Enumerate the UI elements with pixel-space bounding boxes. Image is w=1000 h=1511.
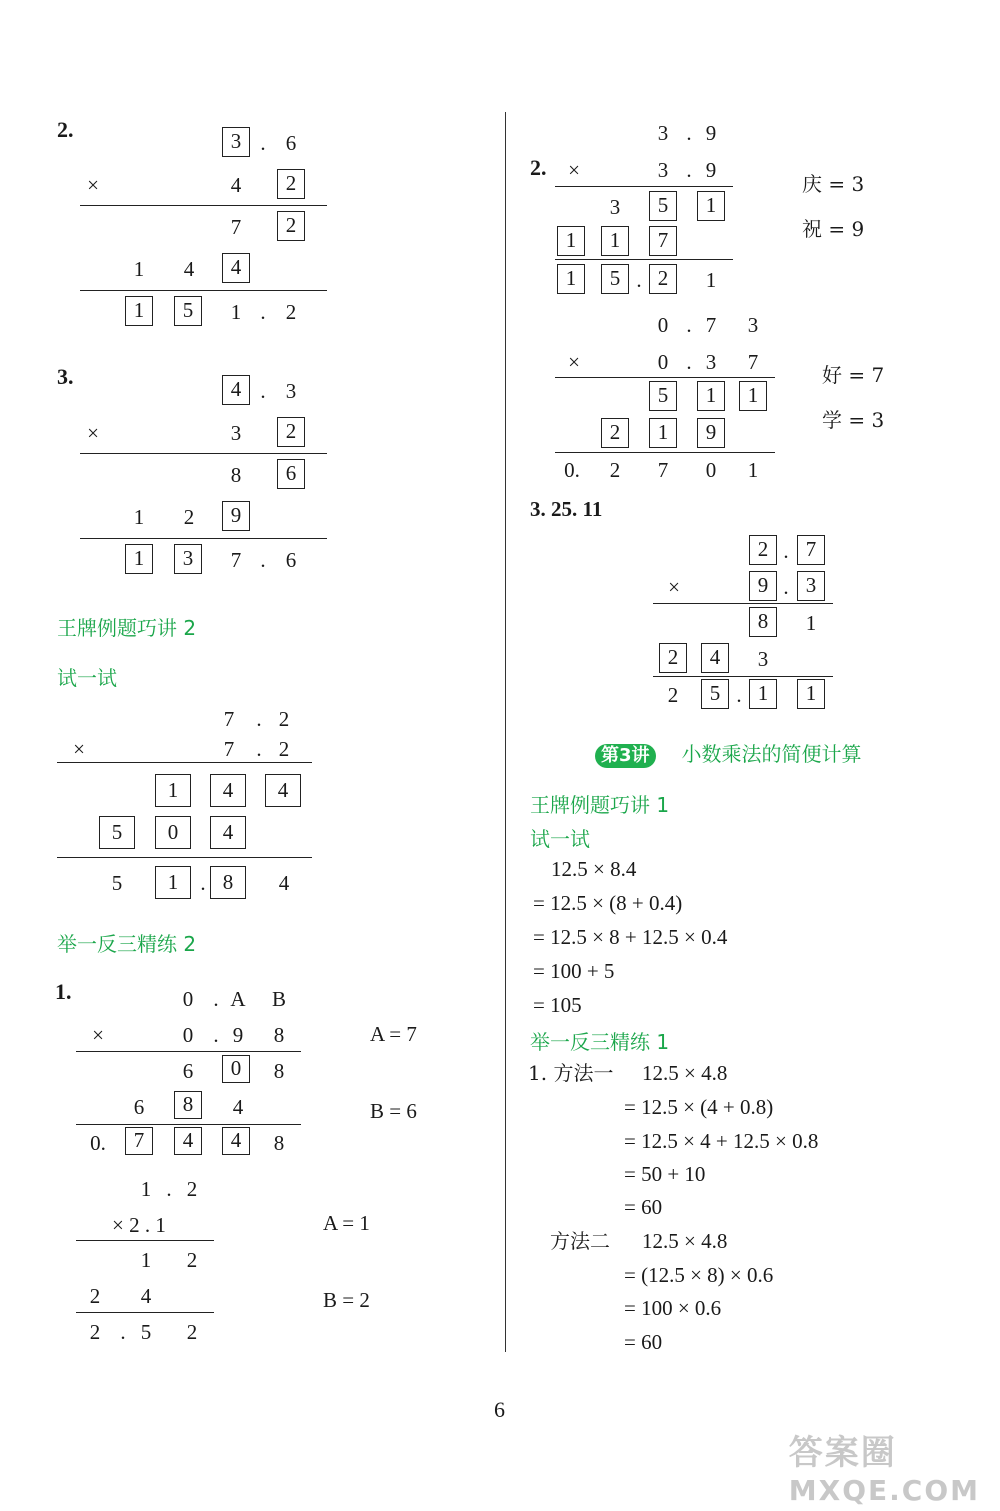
digit: 8 [273, 1131, 285, 1155]
multiply-sign: × [568, 158, 580, 182]
rule [80, 205, 327, 206]
digit: 6 [285, 131, 297, 155]
digit: 2 [667, 683, 679, 707]
digit: 7 [747, 350, 759, 374]
digit: 5 [111, 871, 123, 895]
digit: 4 [140, 1284, 152, 1308]
digit: 2 [609, 458, 621, 482]
answer-box: 7 [649, 226, 677, 256]
problem-3-number: 3. [57, 364, 74, 389]
answer-box: 3 [174, 544, 202, 574]
method-2-label: 方法二 [550, 1229, 610, 1253]
digit: . [260, 131, 266, 155]
digit: . [260, 300, 266, 324]
rule [555, 186, 733, 187]
digit: 1 [705, 268, 717, 292]
answer-box: 0 [155, 816, 191, 849]
method-1-label: 1. 方法一 [528, 1061, 614, 1085]
rule [57, 857, 312, 858]
digit: . [686, 158, 692, 182]
answer-box: 1 [697, 381, 725, 411]
rule [555, 377, 775, 378]
answer-box: 0 [222, 1055, 250, 1083]
digit: 8 [230, 463, 242, 487]
try-it-heading: 试一试 [530, 827, 590, 851]
digit: 9 [705, 158, 717, 182]
lesson-header [595, 738, 862, 768]
answer-box: 5 [649, 381, 677, 411]
digit: 8 [273, 1023, 285, 1047]
multiply-sign: × [668, 575, 680, 599]
answer-box: 8 [749, 607, 777, 637]
try-it-heading: 试一试 [57, 666, 117, 690]
watermark-logo [789, 1425, 980, 1507]
digit: A [230, 987, 246, 1011]
answer-box: 2 [277, 417, 305, 447]
answer-box: 4 [222, 1127, 250, 1155]
calc-line: = 12.5 × (8 + 0.4) [533, 891, 683, 915]
lesson-badge: 第3讲 [595, 744, 656, 768]
calc-line: 12.5 × 8.4 [551, 857, 637, 881]
answer-box: 5 [174, 296, 202, 326]
digit: 3 [609, 195, 621, 219]
digit: 8 [273, 1059, 285, 1083]
calc-line: = 12.5 × (4 + 0.8) [624, 1095, 774, 1119]
digit: 0 [705, 458, 717, 482]
answer-box: 4 [174, 1127, 202, 1155]
problem-3-label: 3. 25. 11 [530, 497, 603, 521]
answer-box: 2 [277, 169, 305, 199]
multiply-sign: × [87, 421, 99, 445]
answer-box: 4 [222, 253, 250, 283]
digit: 7 [223, 737, 235, 761]
digit: 0 [182, 987, 194, 1011]
answer-box: 2 [601, 418, 629, 448]
answer-box: 1 [749, 679, 777, 709]
answer-box: 5 [701, 679, 729, 709]
digit: 6 [182, 1059, 194, 1083]
digit: . [686, 121, 692, 145]
answer-box: 1 [557, 264, 585, 294]
answer-box: 7 [125, 1127, 153, 1155]
answer-box: 3 [222, 127, 250, 157]
digit: 7 [705, 313, 717, 337]
digit: 2 [186, 1177, 198, 1201]
calc-line: = 50 + 10 [624, 1162, 706, 1186]
answer-box: 5 [99, 816, 135, 849]
rule [80, 538, 327, 539]
answer-box: 4 [701, 643, 729, 673]
calc-line: = 100 × 0.6 [624, 1296, 722, 1320]
answer-box: 3 [797, 571, 825, 601]
digit: 2 [186, 1248, 198, 1272]
rule [76, 1051, 301, 1052]
multiply-sign: × [92, 1023, 104, 1047]
digit: 9 [705, 121, 717, 145]
section-heading: 举一反三精练 1 [530, 1030, 670, 1054]
answer-box: 2 [277, 211, 305, 241]
section-heading: 王牌例题巧讲 1 [530, 793, 670, 817]
answer-hao: 好 = 7 [822, 363, 885, 387]
answer-box: 4 [210, 774, 246, 807]
digit: 3 [705, 350, 717, 374]
digit: 7 [223, 707, 235, 731]
digit: . [783, 575, 789, 599]
digit: . [213, 1023, 219, 1047]
digit: 6 [133, 1095, 145, 1119]
digit: 2 [285, 300, 297, 324]
digit: . [736, 683, 742, 707]
answer-b: B = 6 [370, 1099, 417, 1123]
rule [76, 1124, 301, 1125]
section-heading: 王牌例题巧讲 2 [57, 616, 197, 640]
answer-box: 1 [557, 226, 585, 256]
answer-box: 9 [222, 501, 250, 531]
digit: 4 [230, 173, 242, 197]
digit: . [636, 268, 642, 292]
digit: . [120, 1320, 126, 1344]
multiply-sign: × [87, 173, 99, 197]
digit: 1 [805, 611, 817, 635]
digit: 1 [133, 505, 145, 529]
digit: . [260, 548, 266, 572]
digit: 7 [230, 215, 242, 239]
answer-b: B = 2 [323, 1288, 370, 1312]
page-number: 6 [494, 1397, 505, 1422]
digit: 1 [230, 300, 242, 324]
digit: . [686, 313, 692, 337]
answer-box: 5 [649, 191, 677, 221]
answer-box: 1 [125, 544, 153, 574]
multiply-sign: × [73, 737, 85, 761]
digit: 5 [140, 1320, 152, 1344]
answer-box: 1 [797, 679, 825, 709]
digit: 4 [232, 1095, 244, 1119]
digit: 4 [278, 871, 290, 895]
digit: 2 [278, 707, 290, 731]
digit: 0 [657, 313, 669, 337]
multiplier: × 2 . 1 [112, 1213, 166, 1237]
answer-a: A = 1 [323, 1211, 370, 1235]
digit: 0 [657, 350, 669, 374]
digit: 4 [183, 257, 195, 281]
digit: . [213, 987, 219, 1011]
digit: 3 [657, 158, 669, 182]
answer-box: 1 [601, 226, 629, 256]
answer-box: 1 [697, 191, 725, 221]
rule [653, 603, 833, 604]
problem-2-number: 2. [530, 155, 547, 180]
answer-box: 5 [601, 264, 629, 294]
calc-line: = 100 + 5 [533, 959, 615, 983]
calc-line: = (12.5 × 8) × 0.6 [624, 1263, 774, 1287]
answer-box: 1 [155, 866, 191, 899]
rule [555, 452, 775, 453]
digit: 0 [182, 1023, 194, 1047]
digit: 3 [230, 421, 242, 445]
answer-box: 2 [659, 643, 687, 673]
answer-box: 8 [210, 866, 246, 899]
digit: . [686, 350, 692, 374]
answer-qing: 庆 = 3 [802, 172, 865, 196]
digit: . [783, 539, 789, 563]
digit: . [260, 379, 266, 403]
answer-box: 1 [155, 774, 191, 807]
answer-box: 9 [697, 418, 725, 448]
rule [57, 762, 312, 763]
rule [76, 1312, 214, 1313]
digit: 2 [89, 1284, 101, 1308]
answer-box: 4 [210, 816, 246, 849]
answer-box: 2 [649, 264, 677, 294]
digit: 1 [747, 458, 759, 482]
digit: 6 [285, 548, 297, 572]
digit: 2 [89, 1320, 101, 1344]
rule [80, 290, 327, 291]
rule [653, 676, 833, 677]
multiply-sign: × [568, 350, 580, 374]
digit: 3 [657, 121, 669, 145]
digit: 9 [232, 1023, 244, 1047]
digit: 1 [133, 257, 145, 281]
digit: 1 [140, 1177, 152, 1201]
problem-1-number: 1. [55, 979, 72, 1004]
answer-box: 2 [749, 535, 777, 565]
answer-box: 1 [739, 381, 767, 411]
calc-line: 12.5 × 4.8 [642, 1061, 728, 1085]
rule [555, 259, 733, 260]
lesson-title: 小数乘法的简便计算 [681, 742, 862, 766]
answer-box: 9 [749, 571, 777, 601]
answer-box: 4 [222, 375, 250, 405]
digit: 3 [285, 379, 297, 403]
calc-line: = 105 [533, 993, 582, 1017]
answer-box: 1 [649, 418, 677, 448]
digit: 2 [183, 505, 195, 529]
digit: B [271, 987, 286, 1011]
watermark-bottom: MXQE.COM [788, 1474, 980, 1507]
calc-line: = 12.5 × 4 + 12.5 × 0.8 [624, 1129, 819, 1153]
digit: 3 [757, 647, 769, 671]
answer-xue: 学 = 3 [822, 408, 885, 432]
digit: 1 [140, 1248, 152, 1272]
answer-box: 4 [265, 774, 301, 807]
watermark-top: 答案圈 [788, 1433, 897, 1473]
calc-line: 12.5 × 4.8 [642, 1229, 728, 1253]
calc-line: = 60 [624, 1330, 663, 1354]
digit: 7 [230, 548, 242, 572]
column-divider [505, 112, 506, 1352]
digit: 7 [657, 458, 669, 482]
answer-a: A = 7 [370, 1022, 417, 1046]
digit: . [256, 707, 262, 731]
digit: . [200, 871, 206, 895]
rule [80, 453, 327, 454]
answer-box: 7 [797, 535, 825, 565]
digit: . [256, 737, 262, 761]
answer-zhu: 祝 = 9 [802, 217, 865, 241]
problem-2-number: 2. [57, 117, 74, 142]
digit: 0. [564, 458, 580, 482]
digit: 2 [278, 737, 290, 761]
answer-box: 1 [125, 296, 153, 326]
calc-line: = 12.5 × 8 + 12.5 × 0.4 [533, 925, 728, 949]
answer-box: 6 [277, 459, 305, 489]
digit: . [166, 1177, 172, 1201]
digit: 0. [90, 1131, 106, 1155]
section-heading: 举一反三精练 2 [57, 932, 197, 956]
digit: 3 [747, 313, 759, 337]
digit: 2 [186, 1320, 198, 1344]
rule [76, 1240, 214, 1241]
answer-box: 8 [174, 1091, 202, 1119]
calc-line: = 60 [624, 1195, 663, 1219]
